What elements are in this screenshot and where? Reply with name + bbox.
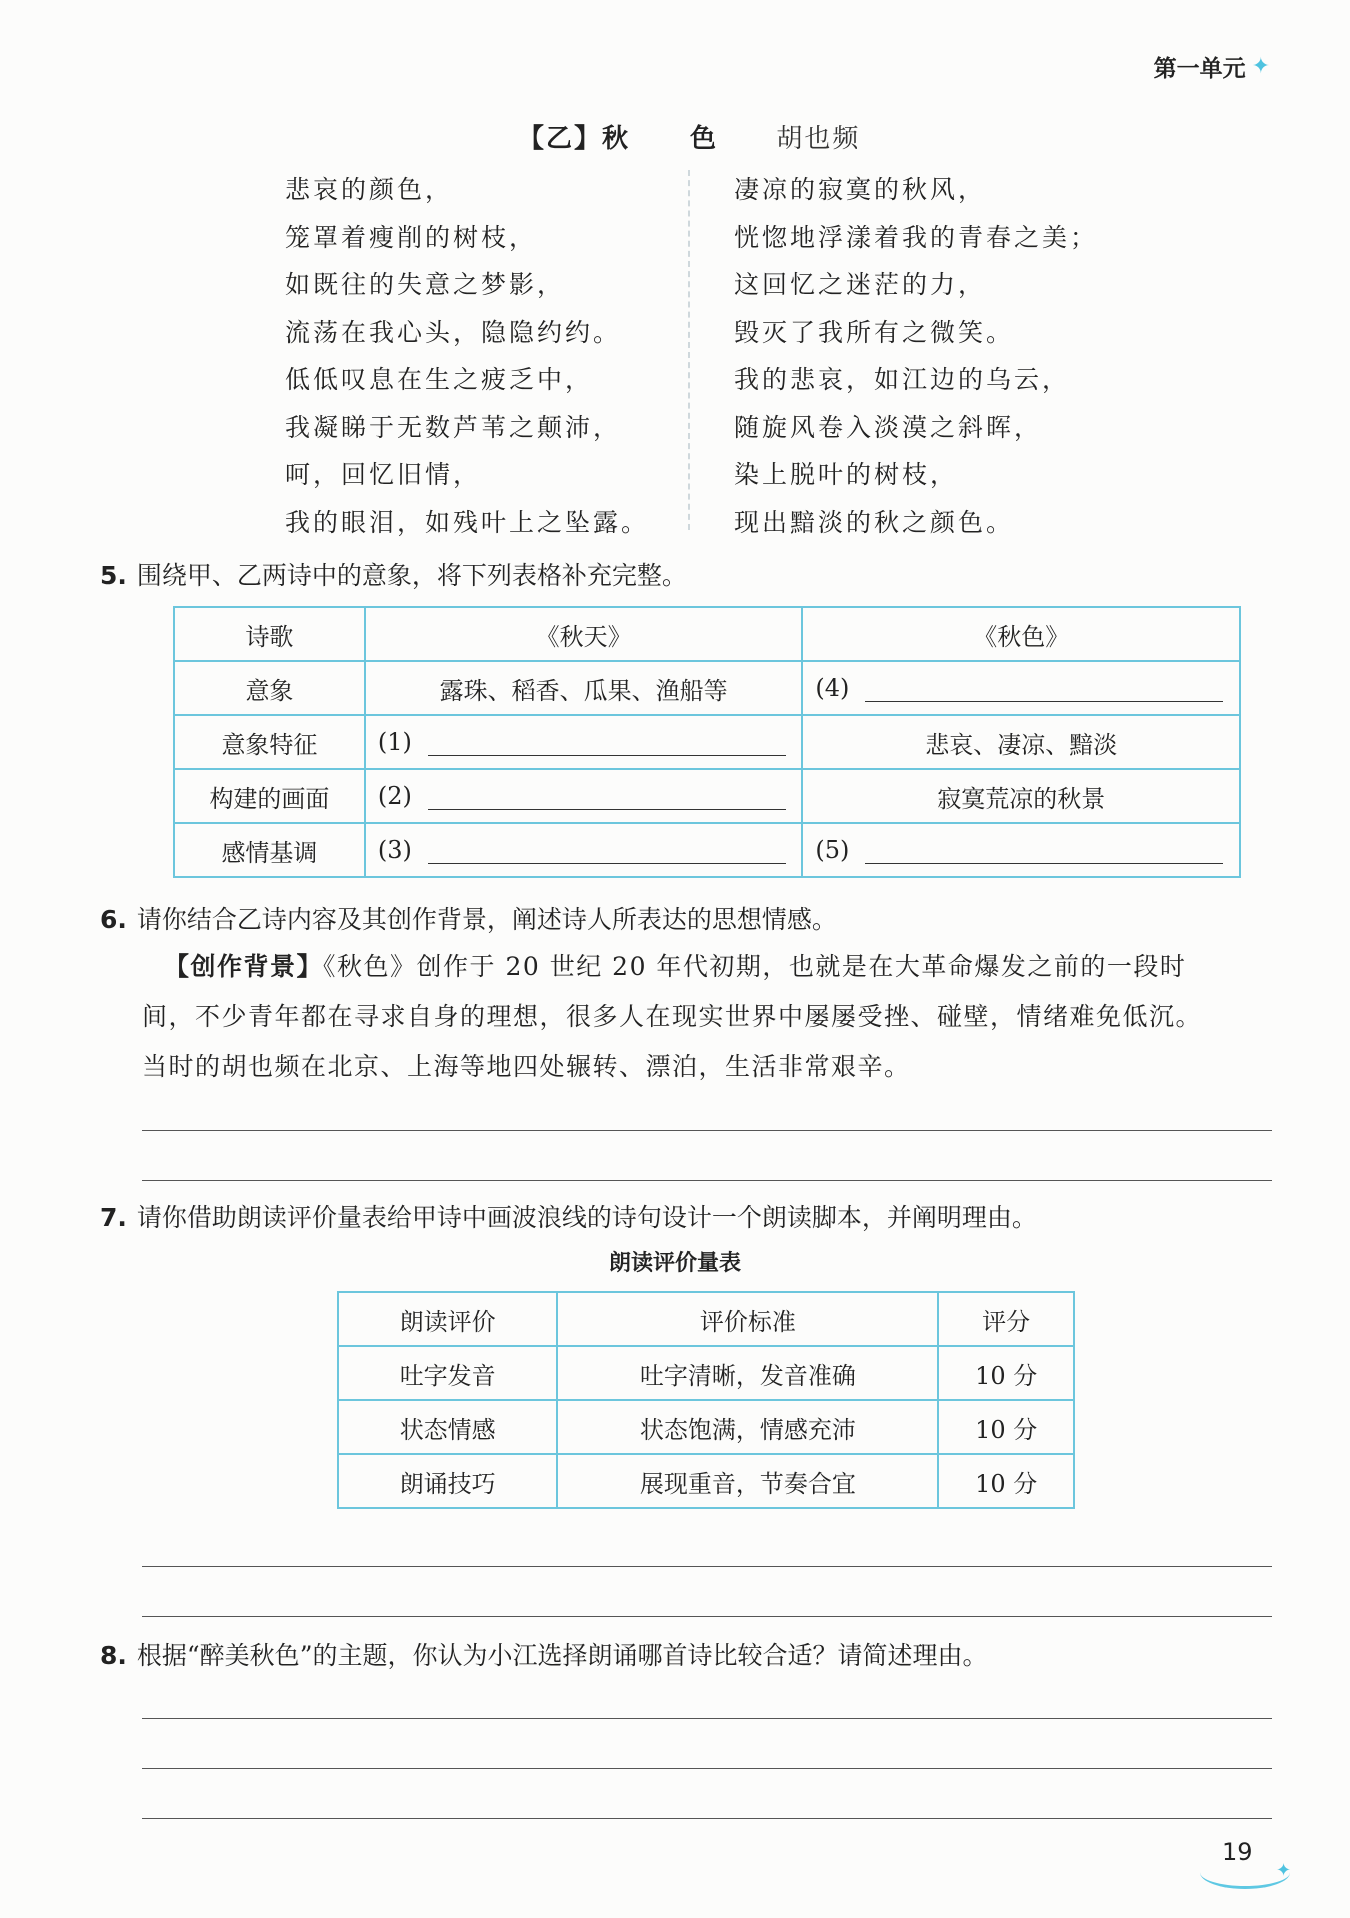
answer-line[interactable] [142,1768,1272,1769]
background-line: 当时的胡也频在北京、上海等地四处辗转、漂泊，生活非常艰辛。 [142,1052,911,1081]
row-label: 意象 [174,661,365,715]
table-row [338,1346,1074,1400]
table-cell: 10 分 [938,1400,1074,1454]
background-tag: 【创作背景】 [164,952,324,981]
table-cell: 状态饱满，情感充沛 [557,1400,938,1454]
table-header-cell: 评价标准 [557,1292,938,1346]
poem-line: 笼罩着瘦削的树枝， [285,222,538,252]
blank-label: (1) [377,728,412,756]
table-cell: 状态情感 [338,1400,557,1454]
poem-line: 染上脱叶的树枝， [734,460,959,489]
background-line: 间，不少青年都在寻求自身的理想，很多人在现实世界中屡屡受挫、碰壁，情绪难免低沉。 [142,1002,1203,1031]
poem-title-char-1: 秋 [602,124,631,154]
table-cell: 悲哀、凄凉、黯淡 [802,715,1240,769]
table-header-cell: 朗读评价 [338,1292,557,1346]
question-text: 请你借助朗读评价量表给甲诗中画波浪线的诗句设计一个朗读脚本，并阐明理由。 [136,1203,1037,1232]
reading-evaluation-table [337,1291,1075,1509]
poem-left-column [285,166,649,546]
row-label: 感情基调 [174,823,365,877]
sparkle-star-icon: ✦ [1276,1860,1292,1881]
table-caption: 朗读评价量表 [608,1251,741,1276]
table-row [174,715,1240,769]
poem-right-column [734,166,1098,546]
table-header-cell: 《秋色》 [802,607,1240,661]
question-text: 根据“醉美秋色”的主题，你认为小江选择朗诵哪首诗比较合适？请简述理由。 [136,1641,988,1670]
poem-line: 恍惚地浮漾着我的青春之美； [734,222,1099,252]
question-8 [100,1636,987,1672]
background-line: 《秋色》创作于 20 世纪 20 年代初期，也就是在大革命爆发之前的一段时 [323,952,1187,981]
poem-line: 我的眼泪，如残叶上之坠露。 [285,507,650,537]
answer-blank-1[interactable] [365,715,803,769]
question-number: 6. [100,905,127,934]
table-row [174,823,1240,877]
poem-line: 我凝睇于无数芦苇之颠沛， [285,412,622,442]
poem-line: 我的悲哀，如江边的乌云， [734,365,1071,394]
sparkle-star-icon: ✦ [1251,54,1270,79]
poem-line: 悲哀的颜色， [285,175,454,204]
question-number: 8. [100,1641,127,1670]
poem-line: 凄凉的寂寞的秋风， [734,175,987,204]
answer-blank-3[interactable] [365,823,803,877]
poem-line: 这回忆之迷茫的力， [734,270,987,299]
blank-label: (5) [815,836,850,864]
poem-title [518,118,860,155]
poem-column-divider [688,170,690,530]
poem-title-tag: 【乙】 [518,124,603,154]
answer-blank-5[interactable] [802,823,1240,877]
table-row [338,1292,1074,1346]
table-cell: 朗诵技巧 [338,1454,557,1508]
question-7 [100,1198,1037,1234]
poem-line: 如既往的失意之梦影， [285,270,566,299]
blank-label: (4) [815,674,850,702]
blank-label: (2) [377,782,412,810]
table-cell: 10 分 [938,1346,1074,1400]
answer-blank-4[interactable] [802,661,1240,715]
table-row [338,1454,1074,1508]
poem-line: 随旋风卷入淡漠之斜晖， [734,412,1043,442]
poem-line: 毁灭了我所有之微笑。 [734,317,1015,347]
table-cell: 10 分 [938,1454,1074,1508]
imagery-table [173,606,1241,878]
poem-title-char-2: 色 [690,124,719,154]
creation-background [142,942,1270,1092]
answer-line[interactable] [142,1180,1272,1181]
answer-line[interactable] [142,1818,1272,1819]
table-header-cell: 诗歌 [174,607,365,661]
answer-line[interactable] [142,1616,1272,1617]
table-header-cell: 《秋天》 [365,607,803,661]
table-row [174,769,1240,823]
answer-line[interactable] [142,1718,1272,1719]
answer-line[interactable] [142,1566,1272,1567]
table-cell: 露珠、稻香、瓜果、渔船等 [365,661,803,715]
question-6 [100,900,837,936]
unit-title: 第一单元 [1153,56,1246,82]
question-number: 7. [100,1203,127,1232]
poem-line: 呵，回忆旧情， [285,460,482,489]
table-cell: 展现重音，节奏合宜 [557,1454,938,1508]
poem-line: 流荡在我心头，隐隐约约。 [285,317,622,347]
table-cell: 吐字发音 [338,1346,557,1400]
unit-header [1154,50,1270,83]
row-label: 构建的画面 [174,769,365,823]
answer-blank-2[interactable] [365,769,803,823]
poem-line: 低低叹息在生之疲乏中， [285,365,594,394]
table-row [174,661,1240,715]
row-label: 意象特征 [174,715,365,769]
table-cell: 吐字清晰，发音准确 [557,1346,938,1400]
answer-line[interactable] [142,1130,1272,1131]
poem-author: 胡也频 [776,124,861,154]
question-text: 围绕甲、乙两诗中的意象，将下列表格补充完整。 [136,561,687,590]
blank-label: (3) [377,836,412,864]
question-text: 请你结合乙诗内容及其创作背景，阐述诗人所表达的思想情感。 [136,905,837,934]
page-number: 19 [1222,1838,1253,1866]
table-header-cell: 评分 [938,1292,1074,1346]
table-row [338,1400,1074,1454]
question-number: 5. [100,561,127,590]
question-5 [100,556,687,592]
poem-line: 现出黯淡的秋之颜色。 [734,507,1015,537]
table-row [174,607,1240,661]
table-cell: 寂寞荒凉的秋景 [802,769,1240,823]
